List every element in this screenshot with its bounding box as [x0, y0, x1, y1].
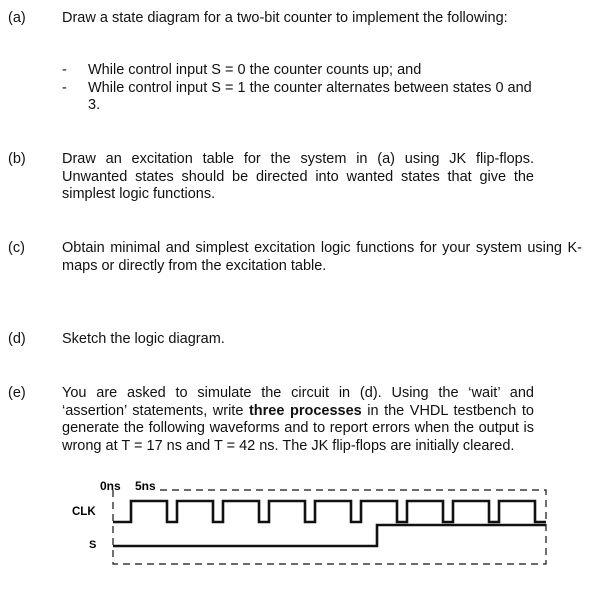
bullet-list [62, 62, 534, 115]
time-label-5ns: 5ns [135, 479, 156, 493]
bullet-item [62, 62, 534, 80]
signal-label-clk: CLK [72, 506, 96, 518]
question-label: (d) [8, 331, 26, 347]
question-text-part: in the VHDL testbench to generate the following waveforms and to report errors when the output is wrong at T = 17 ns and T = 42 ns. The JK flip-flops are initially cleared. [62, 402, 534, 454]
question-text: Obtain minimal and simplest excitation logic functions for your system using K-maps or directly from the excitation table. [62, 240, 582, 274]
signal-label-s: S [89, 539, 97, 551]
question-text [62, 385, 534, 455]
question-text-part: You are asked to simulate the circuit in (d). Using the ‘wait’ and ‘assertion’ statements, write [62, 385, 534, 419]
question-label: (c) [8, 240, 25, 256]
dash-icon: - [62, 79, 67, 96]
clk-trace [113, 501, 546, 522]
bullet-item [62, 80, 534, 115]
dash-icon: - [62, 62, 67, 78]
question-label: (a) [8, 10, 26, 26]
waveform-diagram [60, 476, 560, 572]
question-text: Sketch the logic diagram. [62, 331, 225, 347]
question-label: (b) [8, 151, 26, 167]
s-trace [113, 525, 546, 546]
bullet-text: While control input S = 1 the counter alternates between states 0 and 3. [88, 79, 532, 113]
question-text: Draw a state diagram for a two-bit counter to implement the following: [62, 10, 508, 26]
time-label-0ns: 0ns [100, 479, 121, 493]
question-text: Draw an excitation table for the system in (a) using JK flip-flops. Unwanted states should be directed into wanted states that give the simplest logic functions. [62, 151, 534, 202]
question-text-bold: three processes [248, 402, 362, 419]
bullet-text: While control input S = 0 the counter counts up; and [88, 62, 422, 78]
question-label: (e) [8, 385, 26, 401]
